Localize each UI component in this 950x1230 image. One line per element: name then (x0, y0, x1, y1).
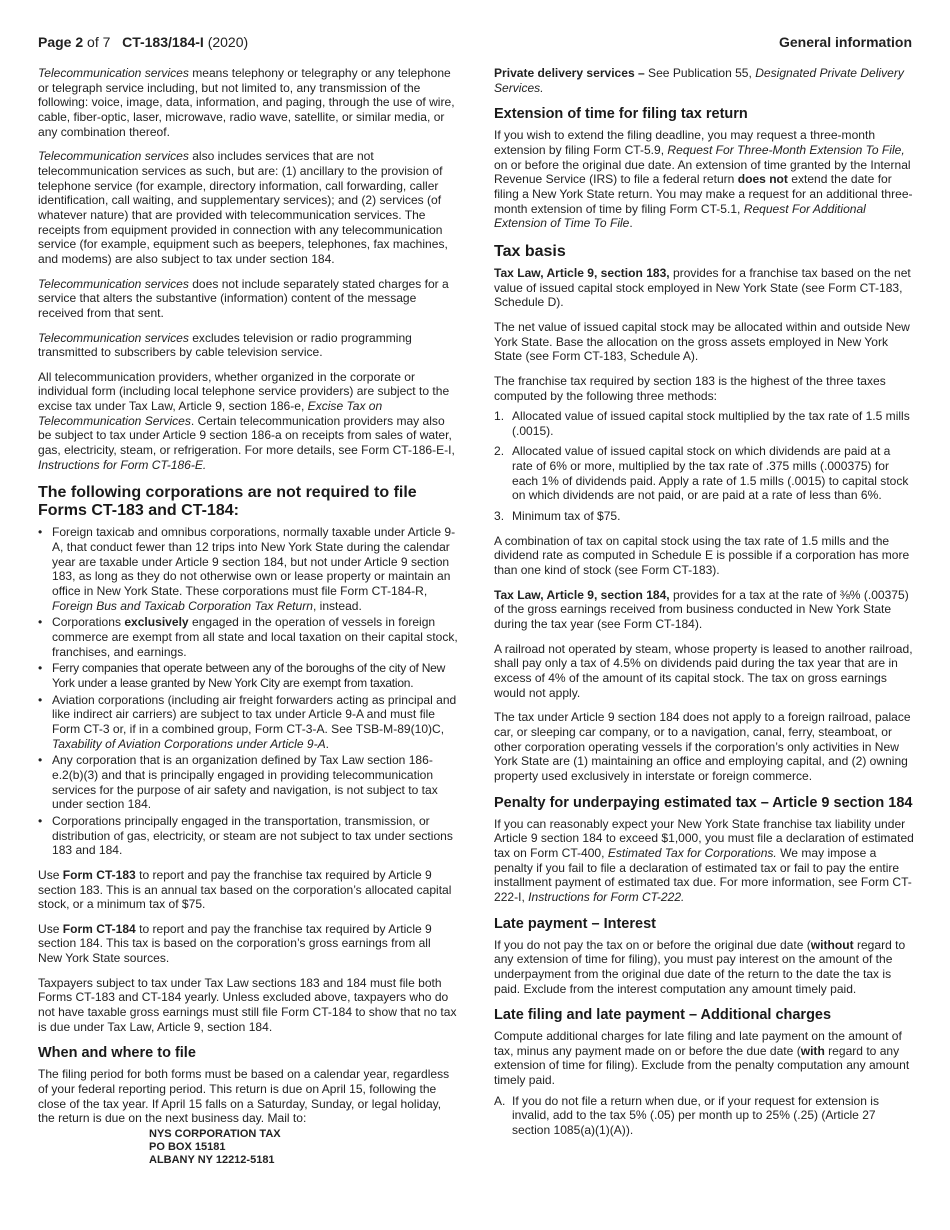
paragraph: Taxpayers subject to tax under Tax Law sections 183 and 184 must file both Forms CT-183 and CT-184 yearly. Unless excluded above, taxpayers who do not have taxable gross earnings must still file Form CT-184 to show that no tax is due under Tax Law, Article 9, section 184. (38, 975, 457, 1034)
paragraph: Telecommunication services does not include separately stated charges for a service that alters the substantive (information) content of the message received from that sent. (38, 276, 449, 320)
charges-list (494, 1094, 914, 1138)
section-title: General information (778, 34, 912, 50)
paragraph: Compute additional charges for late filing and late payment on the amount of tax, minus any payment made on or before the due date (with regard to any extension of time for filing). Exclude from the penalty computation any amount timely paid. (494, 1029, 910, 1088)
paragraph: If you wish to extend the filing deadline, you may request a three-month extension by filing Form CT-5.9, Request For Three-Month Extension To File, on or before the original due date. An extension of time granted by the Internal Revenue Service (IRS) to file a federal return does not extend the date for filing a New York State return. You may make a request for an additional three-month extension of time by filing Form CT-5.1, Request For Additional Extension of Time To File. (494, 128, 913, 231)
paragraph: Telecommunication services also includes services that are not telecommunication services as such, but are: (1) ancillary to the provision of telephone service (for example, directory information, call forwarding, caller identification, call waiting, and supplementary services); and (2) services (of whatever nature) that are provided with telecommunication services. The receipts from equipment provided in connection with any telecommunication service (for example, equipment such as beepers, telephones, fax machines, and modems) are also subject to tax under section 184. (38, 149, 448, 266)
bullet: • (38, 753, 43, 768)
paragraph: Tax Law, Article 9, section 184, provides for a tax at the rate of ⅜% (.00375) of the gross earnings received from business conducted in New York State during the tax year (see Form CT-184). (494, 587, 909, 632)
list-item: • Corporations principally engaged in the transportation, transmission, or distribution of gas, electricity, or steam are not subject to tax under sections 183 and 184. (38, 813, 453, 858)
paragraph: Telecommunication services excludes television or radio programming transmitted to subscribers by cable television service. (38, 330, 412, 360)
paragraph: Telecommunication services means telephony or telegraphy or any telephone or telegraph service including, but not limited to, any transmission of the following: voice, image, data, information, and paging, through the use of wire, cable, fiber-optic, laser, microwave, radio wave, satellite, or similar media, or any combination thereof. (38, 66, 455, 139)
list-item: • Any corporation that is an organization defined by Tax Law section 186-e.2(b)(3) and that is principally engaged in providing telecommunication services for the purpose of air safety and navigation, is not subject to tax under section 184. (38, 753, 438, 812)
address-line: PO BOX 15181 (149, 1141, 226, 1154)
exempt-list (38, 525, 458, 857)
paragraph: If you do not pay the tax on or before the original due date (without regard to any extension of time for filing), you must pay interest on the amount of the underpayment from the original due date of the return to the date the tax is paid. Exclude from the interest computation any amount timely paid. (494, 937, 906, 996)
list-item: 1. Allocated value of issued capital stock multiplied by the tax rate of 1.5 mills (.0015). (494, 409, 910, 438)
list-item: A. If you do not file a return when due, or if your request for extension is invalid, add to the tax 5% (.05) per month up to 25% (.25) (Article 27 section 1085(a)(1)(A)). (494, 1093, 879, 1138)
bullet: • (38, 615, 43, 630)
paragraph: A combination of tax on capital stock using the tax rate of 1.5 mills and the dividend rate as computed in Schedule E is possible if a corporation has more than one kind of stock (see Form CT-183). (494, 533, 910, 578)
bullet: • (38, 661, 43, 676)
bullet: • (38, 813, 43, 828)
section-heading-exempt: The following corporations are not required to file Forms CT-183 and CT-184: (38, 484, 417, 520)
list-item: • Corporations exclusively engaged in the operation of vessels in foreign commerce are exempt from all state and local taxation on their capital stock, franchises, and earnings. (38, 615, 458, 659)
address-line: NYS CORPORATION TAX (149, 1128, 281, 1141)
paragraph: The tax under Article 9 section 184 does not apply to a foreign railroad, palace car, or sleeping car company, or to a navigation, canal, ferry, steamboat, or other corporation operating vessels if the corporation’s only activities in New York State are (1) maintaining an office and employing capital, and (2) owning property used exclusively in interstate or foreign commerce. (494, 710, 911, 783)
paragraph: The net value of issued capital stock may be allocated within and outside New York State. Base the allocation on the gross assets employed in New York State (see Form CT-183, Schedule A). (494, 319, 910, 364)
paragraph: The filing period for both forms must be based on a calendar year, regardless of your federal reporting period. This return is due on April 15, following the close of the tax year. If April 15 falls on a Saturday, Sunday, or legal holiday, the return is due on the next business day. Mail to: (38, 1067, 450, 1126)
page-number: 2 (75, 34, 84, 50)
list-item: 2. Allocated value of issued capital stock on which dividends are paid at a rate of 6% or more, multiplied by the tax rate of .375 mills (.000375) for each 1% of dividends paid. Apply a rate of 1.5 mills (.0015) to capital stock on which dividends are not paid, or are paid at a rate of less than 6%. (494, 444, 909, 503)
right-column (494, 66, 914, 1148)
page-count: of 7 (87, 34, 111, 50)
section-heading-extension: Extension of time for filing tax return (494, 106, 748, 123)
mailing-address (149, 1128, 458, 1167)
item-number: 1. (494, 409, 505, 424)
paragraph: If you can reasonably expect your New York State franchise tax liability under Article 9 section 184 to exceed $1,000, you must file a declaration of estimated tax on Form CT-400, Estimated Tax for Corporations. We may impose a penalty if you fail to file a declaration of estimated tax or fail to pay the entire installment payment of estimated tax due. For more information, see Form CT-222-I, Instructions for Form CT-222. (494, 816, 914, 904)
bullet: • (38, 692, 43, 707)
section-heading-penalty: Penalty for underpaying estimated tax – Article 9 section 184 (494, 794, 913, 811)
bullet: • (38, 525, 43, 540)
item-letter: A. (494, 1093, 506, 1108)
paragraph: Private delivery services – See Publication 55, Designated Private Delivery Services. (494, 66, 904, 95)
left-column (38, 66, 458, 1167)
section-heading-tax-basis: Tax basis (494, 242, 566, 260)
paragraph: All telecommunication providers, whether organized in the corporate or individual form (including local telephone service providers) are subject to the excise tax under Tax Law, Article 9, section 186-e, Excise Tax on Telecommunication Services. Certain telecommunication providers may also be subject to tax under Article 9 section 186-a on receipts from sales of water, gas, electricity, steam, or refrigeration. For more details, see Form CT-186-E-I, Instructions for Form CT-186-E. (38, 369, 455, 472)
paragraph: Tax Law, Article 9, section 183, provides for a franchise tax based on the net value of issued capital stock employed in New York State (see Form CT-183, Schedule D). (494, 265, 911, 310)
paragraph: Use Form CT-184 to report and pay the franchise tax required by Article 9 section 184. This tax is based on the corporation’s gross earnings from all New York State sources. (38, 921, 432, 966)
section-heading-late-payment: Late payment – Interest (494, 915, 656, 932)
page-label: Page (38, 34, 72, 50)
paragraph: A railroad not operated by steam, whose property is leased to another railroad, shall pay only a tax of 4.5% on dividends paid during the tax year that are in excess of 4% of the amount of its capital stock. The tax on gross earnings would not apply. (494, 641, 913, 700)
list-item: 3. Minimum tax of $75. (494, 509, 621, 524)
item-number: 2. (494, 444, 505, 459)
item-number: 3. (494, 509, 505, 524)
address-line: ALBANY NY 12212-5181 (149, 1154, 275, 1167)
paragraph: Use Form CT-183 to report and pay the franchise tax required by Article 9 section 183. This is an annual tax based on the corporation’s allocated capital stock, or a minimum tax of $75. (38, 867, 452, 912)
section-heading-when: When and where to file (38, 1045, 196, 1062)
form-number: CT-183/184-I (122, 34, 204, 50)
page-header-left (38, 34, 248, 50)
list-item: • Foreign taxicab and omnibus corporations, normally taxable under Article 9-A, that conduct fewer than 12 trips into New York State during the calendar year are taxable under Article 9 section 184, but not under Article 9 section 183, as long as they do not otherwise own or lease property or maintain an office in New York State. These corporations must file Form CT-184-R, Foreign Bus and Taxicab Corporation Tax Return, instead. (38, 525, 456, 613)
list-item: • Ferry companies that operate between any of the boroughs of the city of New York under a lease granted by New York City are exempt from taxation. (38, 661, 446, 690)
paragraph: The franchise tax required by section 183 is the highest of the three taxes computed by the following three methods: (494, 373, 886, 403)
form-year: (2020) (207, 34, 249, 50)
list-item: • Aviation corporations (including air freight forwarders acting as principal and like indirect air carriers) are subject to tax under Article 9-A and must file Form CT-3 or, if in a combined group, Form CT-3-A. See TSB-M-89(10)C, Taxability of Aviation Corporations under Article 9-A. (38, 692, 457, 751)
section-heading-additional-charges: Late filing and late payment – Additional charges (494, 1007, 832, 1024)
methods-list (494, 409, 914, 524)
page-header (38, 34, 912, 54)
